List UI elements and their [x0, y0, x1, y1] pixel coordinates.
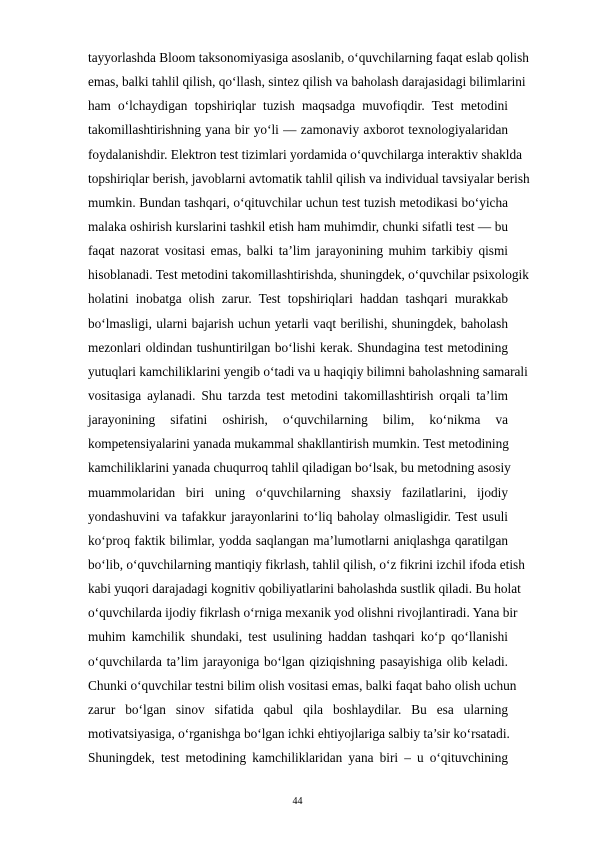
text-line: motivatsiyasiga, o‘rganishga bo‘lgan ichki ehtiyojlariga salbiy ta’sir ko‘rsatadi.	[88, 725, 510, 741]
text-line: faqat nazorat vositasi emas, balki ta’lim jarayonining muhim tarkibiy qismi	[88, 243, 508, 259]
text-line: yondashuvini va tafakkur jarayonlarini to‘liq baholay olmasligidir. Test usuli	[88, 508, 508, 524]
text-line: foydalanishdir. Elektron test tizimlari yordamida o‘quvchilarga interaktiv shaklda	[88, 146, 522, 162]
text-line: ham o‘lchaydigan topshiriqlar tuzish maqsadga muvofiqdir. Test metodini	[88, 98, 508, 114]
text-line: o‘quvchilarda ta’lim jarayoniga bo‘lgan qiziqishning pasayishiga olib keladi.	[88, 653, 508, 669]
text-line: mezonlari oldindan tushuntirilgan bo‘lishi kerak. Shundagina test metodining	[88, 339, 508, 355]
body-text	[88, 46, 530, 770]
text-line: hisoblanadi. Test metodini takomillashtirishda, shuningdek, o‘quvchilar psixologik	[88, 267, 529, 283]
text-line: topshiriqlar berish, javoblarni avtomatik tahlil qilish va individual tavsiyalar berish	[88, 170, 530, 186]
text-line: o‘quvchilarda ijodiy fikrlash o‘rniga mexanik yod olishni rivojlantiradi. Yana bir	[88, 605, 518, 621]
text-line: emas, balki tahlil qilish, qo‘llash, sintez qilish va baholash darajasidagi bilimlarini	[88, 74, 526, 90]
text-line: kabi yuqori darajadagi kognitiv qobiliyatlarini baholashda sustlik qiladi. Bu holat	[88, 581, 521, 597]
text-line: takomillashtirishning yana bir yo‘li — zamonaviy axborot texnologiyalaridan	[88, 122, 508, 138]
text-line: bo‘lmasligi, ularni bajarish uchun yetarli vaqt berilishi, shuningdek, baholash	[88, 315, 508, 331]
text-line: ko‘proq faktik bilimlar, yodda saqlangan ma’lumotlarni aniqlashga qaratilgan	[88, 532, 508, 548]
text-line: Chunki o‘quvchilar testni bilim olish vositasi emas, balki faqat baho olish uchun	[88, 677, 517, 693]
text-line: yutuqlari kamchiliklarini yengib o‘tadi va u haqiqiy bilimni baholashning samarali	[88, 363, 528, 379]
text-line: bo‘lib, o‘quvchilarning mantiqiy fikrlash, tahlil qilish, o‘z fikrini izchil ifoda etish	[88, 556, 525, 572]
text-line: tayyorlashda Bloom taksonomiyasiga asoslanib, o‘quvchilarning faqat eslab qolish	[88, 50, 529, 65]
text-line: vositasiga aylanadi. Shu tarzda test metodini takomillashtirish orqali ta’lim	[88, 387, 508, 403]
text-line: muhim kamchilik shundaki, test usulining haddan tashqari ko‘p qo‘llanishi	[88, 629, 508, 645]
text-line: mumkin. Bundan tashqari, o‘qituvchilar uchun test tuzish metodikasi bo‘yicha	[88, 194, 508, 210]
text-line: Shuningdek, test metodining kamchiliklaridan yana biri – u o‘qituvchining	[88, 750, 508, 766]
text-line: holatini inobatga olish zarur. Test topshiriqlari haddan tashqari murakkab	[88, 291, 508, 307]
text-line: kompetensiyalarini yanada mukammal shakllantirish mumkin. Test metodining	[88, 436, 509, 452]
text-line: kamchiliklarini yanada chuqurroq tahlil qiladigan bo‘lsak, bu metodning asosiy	[88, 460, 511, 476]
page-number: 44	[292, 796, 303, 807]
text-line: zarur bo‘lgan sinov sifatida qabul qila boshlaydilar. Bu esa ularning	[88, 701, 508, 717]
text-line: jarayonining sifatini oshirish, o‘quvchilarning bilim, ko‘nikma va	[88, 412, 508, 428]
text-line: malaka oshirish kurslarini tashkil etish ham muhimdir, chunki sifatli test — bu	[88, 218, 508, 234]
text-line: muammolaridan biri uning o‘quvchilarning shaxsiy fazilatlarini, ijodiy	[88, 484, 508, 500]
